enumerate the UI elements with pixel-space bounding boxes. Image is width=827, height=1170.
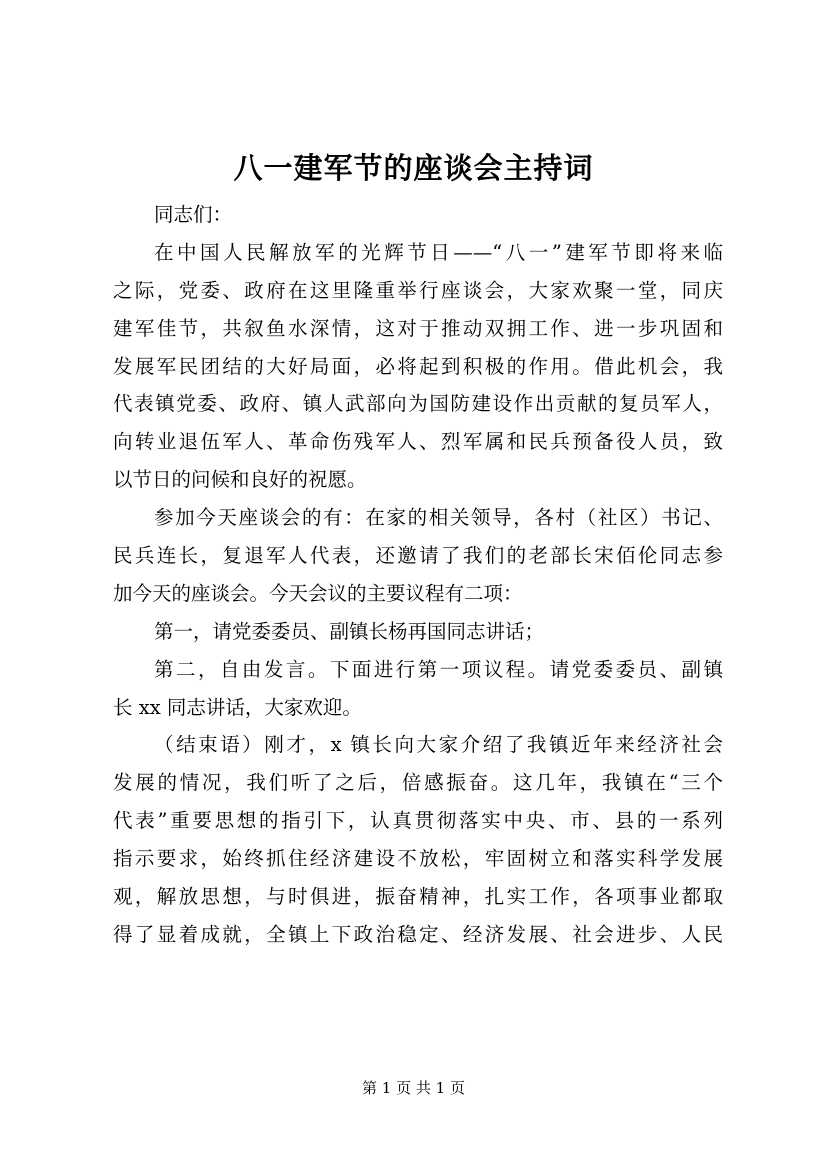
paragraph-line: 发展军民团结的大好局面，必将起到积极的作用。借此机会，我 (113, 354, 723, 378)
paragraph-line: 代表镇党委、政府、镇人武部向为国防建设作出贡献的复员军人， (113, 392, 723, 416)
closing-line: 发展的情况，我们听了之后，倍感振奋。这几年，我镇在“三个 (113, 771, 723, 795)
closing-line: （结束语）刚才，x 镇长向大家介绍了我镇近年来经济社会 (154, 733, 723, 757)
salutation-line: 同志们： (154, 203, 233, 226)
paragraph-line: 建军佳节，共叙鱼水深情，这对于推动双拥工作、进一步巩固和 (113, 316, 723, 340)
closing-line: 得了显着成就，全镇上下政治稳定、经济发展、社会进步、人民 (113, 922, 723, 946)
paragraph-line: 以节日的问候和良好的祝愿。 (113, 468, 367, 492)
closing-line: 指示要求，始终抓住经济建设不放松，牢固树立和落实科学发展 (113, 847, 723, 871)
paragraph-line: 之际，党委、政府在这里隆重举行座谈会，大家欢聚一堂，同庆 (113, 278, 723, 302)
paragraph-line: 民兵连长，复退军人代表，还邀请了我们的老部长宋佰伦同志参 (113, 544, 723, 568)
paragraph-line: 加今天的座谈会。今天会议的主要议程有二项： (113, 581, 523, 605)
closing-line: 代表”重要思想的指引下，认真贯彻落实中央、市、县的一系列 (113, 809, 723, 833)
agenda-item-1: 第一，请党委委员、副镇长杨再国同志讲话； (154, 619, 545, 643)
paragraph-line: 在中国人民解放军的光辉节日——“八一”建军节即将来临 (154, 240, 723, 264)
paragraph-line: 参加今天座谈会的有：在家的相关领导，各村（社区）书记、 (154, 506, 723, 530)
closing-line: 观，解放思想，与时俱进，振奋精神，扎实工作，各项事业都取 (113, 885, 723, 909)
paragraph-line: 向转业退伍军人、革命伤残军人、烈军属和民兵预备役人员，致 (113, 430, 723, 454)
document-body (113, 196, 723, 954)
page-number-footer: 第 1 页 共 1 页 (362, 1079, 465, 1097)
paragraph-line: 长 xx 同志讲话，大家欢迎。 (113, 695, 362, 719)
page-title: 八一建军节的座谈会主持词 (233, 151, 594, 185)
agenda-item-2: 第二，自由发言。下面进行第一项议程。请党委委员、副镇 (154, 657, 723, 681)
